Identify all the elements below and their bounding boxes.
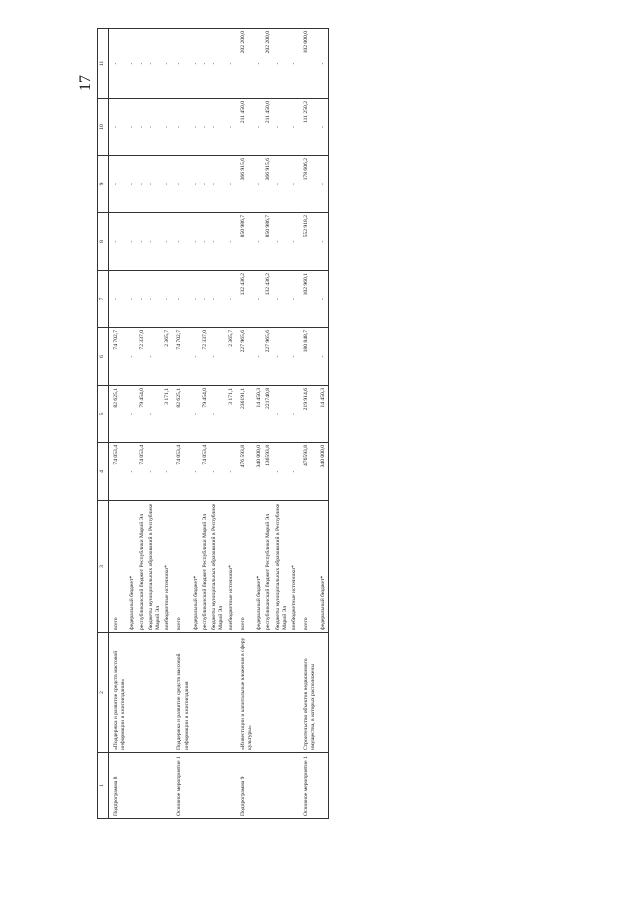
amount-cell: - [128, 29, 137, 99]
row-title-cell [227, 633, 236, 753]
table-row [264, 29, 273, 819]
row-code-cell [128, 753, 137, 819]
column-header: 9 [98, 156, 109, 213]
amount-cell: - [128, 386, 137, 443]
amount-cell: - [138, 99, 147, 156]
amount-cell: - [147, 271, 163, 328]
amount-cell: 102 960,1 [299, 271, 318, 328]
row-title-cell [255, 633, 264, 753]
amount-cell: - [163, 29, 172, 99]
amount-cell: - [128, 328, 137, 386]
amount-cell: - [192, 99, 201, 156]
row-title-cell: Поддержка и развитие средств массовой информации и книгоиздания [172, 633, 191, 753]
amount-cell: 111 250,2 [299, 99, 318, 156]
amount-cell: - [192, 271, 201, 328]
row-code-cell: Основное мероприятие 1 [299, 753, 318, 819]
amount-cell: 74 702,7 [109, 328, 129, 386]
amount-cell: - [163, 213, 172, 271]
amount-cell: - [290, 443, 299, 501]
row-title-cell [201, 633, 210, 753]
amount-cell: - [192, 29, 201, 99]
amount-cell: 211 450,0 [264, 99, 273, 156]
amount-cell: 552 918,2 [299, 213, 318, 271]
amount-cell: - [138, 29, 147, 99]
amount-cell: - [138, 271, 147, 328]
row-title-cell [163, 633, 172, 753]
row-title-cell [210, 633, 226, 753]
amount-cell: 366 915,6 [264, 156, 273, 213]
amount-cell: 850 986,7 [236, 213, 255, 271]
amount-cell: - [274, 386, 290, 443]
amount-cell: - [192, 443, 201, 501]
funding-source-cell: федеральный бюджет* [255, 501, 264, 633]
amount-cell: - [163, 156, 172, 213]
amount-cell: - [163, 443, 172, 501]
amount-cell: 14 450,3 [319, 386, 329, 443]
amount-cell: - [290, 328, 299, 386]
amount-cell: - [227, 271, 236, 328]
table-row [236, 29, 255, 819]
amount-cell: - [319, 99, 329, 156]
column-header: 1 [98, 753, 109, 819]
amount-cell: - [255, 99, 264, 156]
row-title-cell [192, 633, 201, 753]
table-row [227, 29, 236, 819]
header-row [98, 29, 109, 819]
amount-cell: 72 337,0 [201, 328, 210, 386]
table-row [147, 29, 163, 819]
amount-cell: - [227, 99, 236, 156]
row-title-cell [274, 633, 290, 753]
amount-cell: - [210, 156, 226, 213]
amount-cell: 340 000,0 [319, 443, 329, 501]
row-code-cell [264, 753, 273, 819]
row-code-cell [227, 753, 236, 819]
row-title-cell [147, 633, 163, 753]
amount-cell: - [210, 213, 226, 271]
amount-cell: - [274, 99, 290, 156]
table-row [109, 29, 129, 819]
amount-cell: - [201, 99, 210, 156]
column-header: 5 [98, 386, 109, 443]
amount-cell: - [274, 213, 290, 271]
page-number: 17 [77, 75, 94, 91]
row-code-cell: Основное мероприятие 1 [172, 753, 191, 819]
amount-cell: - [201, 213, 210, 271]
amount-cell: - [210, 99, 226, 156]
amount-cell: - [227, 29, 236, 99]
amount-cell: - [255, 271, 264, 328]
amount-cell: - [128, 271, 137, 328]
amount-cell: - [128, 213, 137, 271]
amount-cell: - [274, 29, 290, 99]
amount-cell: - [290, 156, 299, 213]
amount-cell: 178 606,2 [299, 156, 318, 213]
table-row [255, 29, 264, 819]
amount-cell: 82 625,1 [109, 386, 129, 443]
amount-cell: - [274, 271, 290, 328]
amount-cell: - [227, 443, 236, 501]
amount-cell: 219 914,6 [299, 386, 318, 443]
amount-cell: - [255, 29, 264, 99]
amount-cell: - [192, 386, 201, 443]
amount-cell: 202 200,0 [264, 29, 273, 99]
amount-cell: - [109, 156, 129, 213]
amount-cell: 79 454,0 [138, 386, 147, 443]
amount-cell: - [128, 443, 137, 501]
amount-cell: - [210, 386, 226, 443]
amount-cell: 74 053,4 [201, 443, 210, 501]
row-code-cell [290, 753, 299, 819]
amount-cell: - [147, 99, 163, 156]
table-row [299, 29, 318, 819]
amount-cell: - [138, 213, 147, 271]
amount-cell: - [172, 29, 191, 99]
column-header: 7 [98, 271, 109, 328]
funding-source-cell: федеральный бюджет* [128, 501, 137, 633]
amount-cell: 136593,8 [264, 443, 273, 501]
amount-cell: - [172, 99, 191, 156]
amount-cell: 14 450,3 [255, 386, 264, 443]
amount-cell: - [192, 213, 201, 271]
amount-cell: - [147, 443, 163, 501]
amount-cell: - [109, 271, 129, 328]
amount-cell: 132 436,2 [264, 271, 273, 328]
amount-cell: - [274, 443, 290, 501]
row-title-cell: Строительство объектов недвижимого имущества, в которых расположены [299, 633, 318, 753]
table-row [290, 29, 299, 819]
funding-source-cell: внебюджетные источники* [290, 501, 299, 633]
amount-cell: - [147, 386, 163, 443]
amount-cell: 236191,1 [236, 386, 255, 443]
amount-cell: 366 915,6 [236, 156, 255, 213]
column-header: 10 [98, 99, 109, 156]
amount-cell: - [290, 271, 299, 328]
amount-cell: 82 625,1 [172, 386, 191, 443]
table-row [192, 29, 201, 819]
amount-cell: 79 454,0 [201, 386, 210, 443]
amount-cell: - [210, 29, 226, 99]
funding-source-cell: бюджеты муниципальных образований в Республике Марий Эл [274, 501, 290, 633]
amount-cell: - [128, 99, 137, 156]
table-row [163, 29, 172, 819]
row-code-cell [319, 753, 329, 819]
amount-cell: - [109, 99, 129, 156]
amount-cell: - [319, 156, 329, 213]
amount-cell: 74 053,4 [109, 443, 129, 501]
funding-source-cell: федеральный бюджет* [319, 501, 329, 633]
table-body [109, 29, 329, 819]
amount-cell: - [255, 156, 264, 213]
amount-cell: 180 848,7 [299, 328, 318, 386]
budget-table [97, 28, 329, 819]
amount-cell: 227 965,6 [264, 328, 273, 386]
table-row [138, 29, 147, 819]
row-code-cell [138, 753, 147, 819]
amount-cell: 340 000,0 [255, 443, 264, 501]
amount-cell: - [227, 213, 236, 271]
amount-cell: - [109, 29, 129, 99]
amount-cell: - [290, 386, 299, 443]
amount-cell: - [138, 156, 147, 213]
amount-cell: - [290, 99, 299, 156]
amount-cell: - [147, 328, 163, 386]
column-header: 4 [98, 443, 109, 501]
amount-cell: - [210, 271, 226, 328]
amount-cell: 2 365,7 [227, 328, 236, 386]
column-header: 6 [98, 328, 109, 386]
column-header: 2 [98, 633, 109, 753]
amount-cell: - [163, 271, 172, 328]
amount-cell: - [172, 156, 191, 213]
amount-cell: 221740,8 [264, 386, 273, 443]
amount-cell: - [319, 213, 329, 271]
amount-cell: - [128, 156, 137, 213]
row-title-cell [128, 633, 137, 753]
amount-cell: - [109, 213, 129, 271]
amount-cell: - [163, 99, 172, 156]
amount-cell: 74 053,4 [138, 443, 147, 501]
amount-cell: - [290, 29, 299, 99]
funding-source-cell: внебюджетные источники* [163, 501, 172, 633]
row-title-cell [138, 633, 147, 753]
table-row [201, 29, 210, 819]
amount-cell: - [255, 213, 264, 271]
amount-cell: 74 702,7 [172, 328, 191, 386]
table-row [128, 29, 137, 819]
funding-source-cell: всего [109, 501, 129, 633]
funding-source-cell: всего [299, 501, 318, 633]
amount-cell: - [255, 328, 264, 386]
table-row [172, 29, 191, 819]
amount-cell: 476593,8 [299, 443, 318, 501]
amount-cell: - [147, 213, 163, 271]
amount-cell: - [201, 29, 210, 99]
amount-cell: - [172, 271, 191, 328]
amount-cell: 132 436,2 [236, 271, 255, 328]
row-title-cell [264, 633, 273, 753]
funding-source-cell: всего [236, 501, 255, 633]
amount-cell: - [227, 156, 236, 213]
amount-cell: 476 593,8 [236, 443, 255, 501]
amount-cell: 227 965,6 [236, 328, 255, 386]
row-title-cell: «Поддержка и развитие средств массовой информации и книгоиздания» [109, 633, 129, 753]
amount-cell: - [147, 156, 163, 213]
amount-cell: 202 200,0 [236, 29, 255, 99]
amount-cell: 102 000,0 [299, 29, 318, 99]
amount-cell: - [210, 328, 226, 386]
row-title-cell [319, 633, 329, 753]
amount-cell: - [172, 213, 191, 271]
row-code-cell [147, 753, 163, 819]
column-header: 3 [98, 501, 109, 633]
amount-cell: - [201, 156, 210, 213]
amount-cell: - [210, 443, 226, 501]
row-code-cell [255, 753, 264, 819]
amount-cell: - [290, 213, 299, 271]
amount-cell: - [319, 328, 329, 386]
row-title-cell: «Инвестиции и капитальные вложения в сферу культуры» [236, 633, 255, 753]
row-code-cell [274, 753, 290, 819]
funding-source-cell: федеральный бюджет* [192, 501, 201, 633]
amount-cell: 72 337,0 [138, 328, 147, 386]
row-code-cell [210, 753, 226, 819]
funding-source-cell: всего [172, 501, 191, 633]
funding-source-cell: республиканский бюджет Республики Марий Эл [201, 501, 210, 633]
row-code-cell [192, 753, 201, 819]
amount-cell: - [147, 29, 163, 99]
table-row [319, 29, 329, 819]
amount-cell: 211 450,0 [236, 99, 255, 156]
amount-cell: 850 986,7 [264, 213, 273, 271]
amount-cell: - [201, 271, 210, 328]
amount-cell: 2 365,7 [163, 328, 172, 386]
amount-cell: - [274, 156, 290, 213]
amount-cell: - [319, 271, 329, 328]
table-row [274, 29, 290, 819]
amount-cell: - [274, 328, 290, 386]
row-code-cell: Подпрограмма 8 [109, 753, 129, 819]
row-title-cell [290, 633, 299, 753]
amount-cell: - [192, 328, 201, 386]
table-row [210, 29, 226, 819]
amount-cell: 3 171,1 [227, 386, 236, 443]
column-header: 8 [98, 213, 109, 271]
funding-source-cell: бюджеты муниципальных образований в Республике Марий Эл [210, 501, 226, 633]
row-code-cell: Подпрограмма 9 [236, 753, 255, 819]
amount-cell: 3 171,1 [163, 386, 172, 443]
row-code-cell [163, 753, 172, 819]
amount-cell: - [192, 156, 201, 213]
funding-source-cell: республиканский бюджет Республики Марий Эл [138, 501, 147, 633]
funding-source-cell: республиканский бюджет Республики Марий Эл [264, 501, 273, 633]
row-code-cell [201, 753, 210, 819]
funding-source-cell: внебюджетные источники* [227, 501, 236, 633]
amount-cell: 74 053,4 [172, 443, 191, 501]
column-header: 11 [98, 29, 109, 99]
amount-cell: - [319, 29, 329, 99]
funding-source-cell: бюджеты муниципальных образований в Республике Марий Эл [147, 501, 163, 633]
